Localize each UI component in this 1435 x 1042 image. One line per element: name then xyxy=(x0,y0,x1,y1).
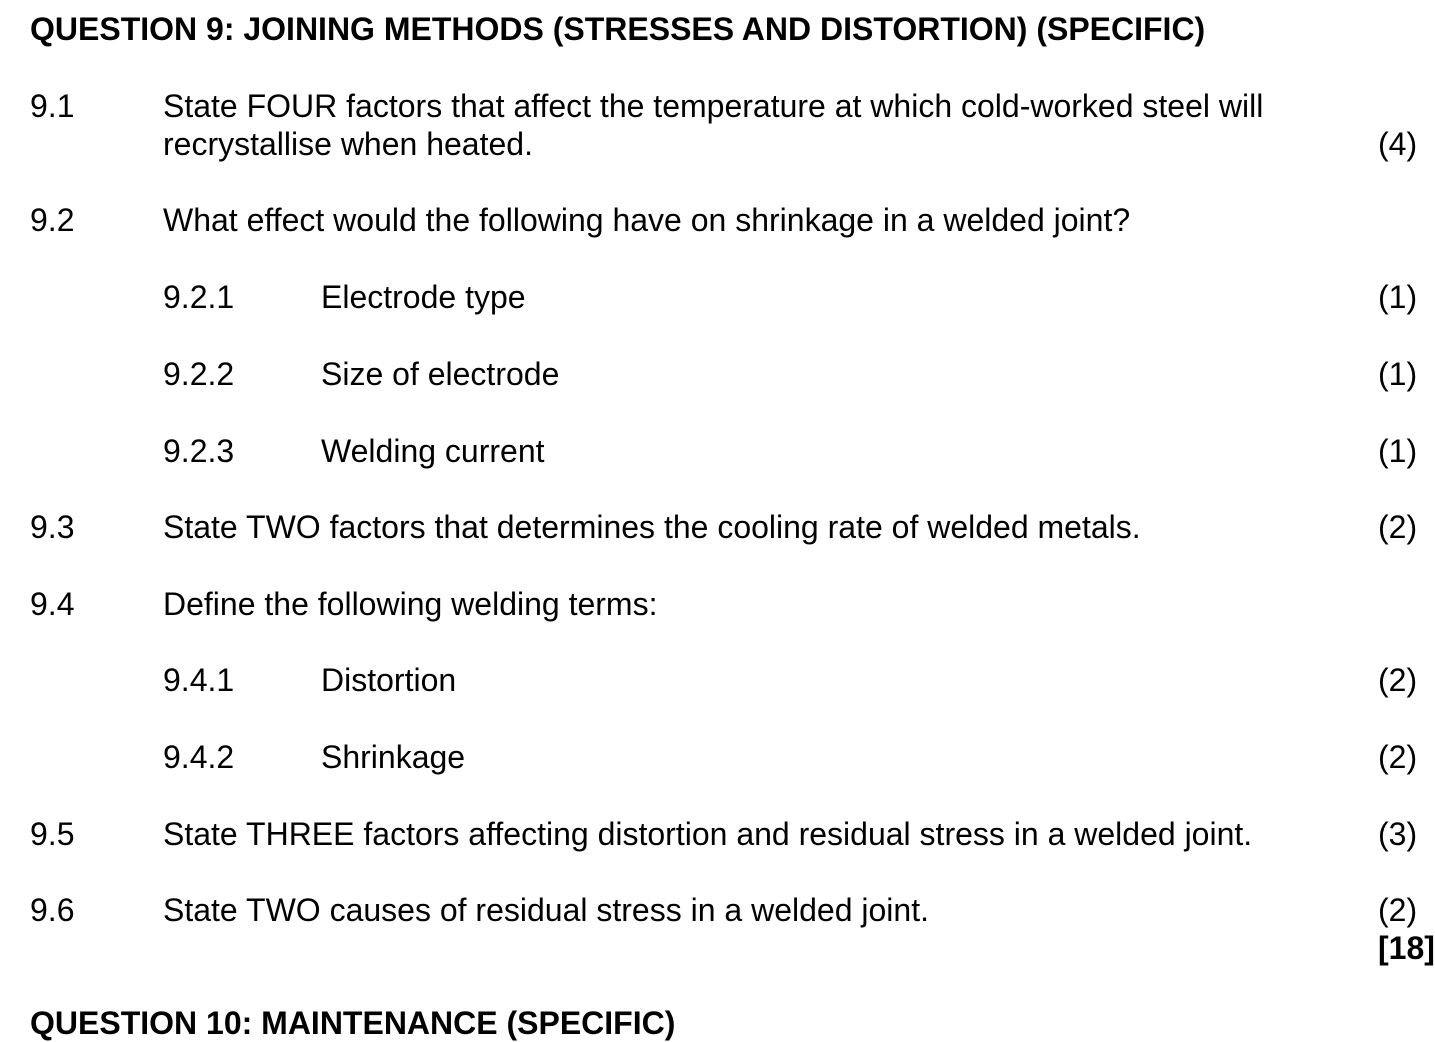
subitem-number: 9.2.3 xyxy=(163,433,235,469)
item-marks: (2) xyxy=(1378,739,1418,775)
item-text: What effect would the following have on shrinkage in a welded joint? xyxy=(163,202,1131,238)
item-marks: (1) xyxy=(1378,279,1418,315)
item-number: 9.4 xyxy=(30,586,75,622)
item-text: State THREE factors affecting distortion and residual stress in a welded joint. xyxy=(163,816,1253,852)
item-text: recrystallise when heated. xyxy=(163,126,533,162)
item-text: State FOUR factors that affect the temperature at which cold-worked steel will xyxy=(163,88,1264,124)
subitem-text: Distortion xyxy=(321,662,457,698)
item-number: 9.3 xyxy=(30,509,75,545)
question-10-heading: QUESTION 10: MAINTENANCE (SPECIFIC) xyxy=(30,1005,676,1041)
item-marks: (1) xyxy=(1378,433,1418,469)
item-marks: (3) xyxy=(1378,816,1418,852)
item-marks: (2) xyxy=(1378,509,1418,545)
item-number: 9.6 xyxy=(30,892,75,928)
item-text: State TWO causes of residual stress in a welded joint. xyxy=(163,892,929,928)
item-marks: (4) xyxy=(1378,126,1418,162)
subitem-text: Welding current xyxy=(321,433,545,469)
item-marks: (1) xyxy=(1378,356,1418,392)
question-total: [18] xyxy=(1378,930,1435,966)
subitem-text: Size of electrode xyxy=(321,356,560,392)
subitem-text: Shrinkage xyxy=(321,739,466,775)
subitem-text: Electrode type xyxy=(321,279,526,315)
item-number: 9.5 xyxy=(30,816,75,852)
subitem-number: 9.4.1 xyxy=(163,662,235,698)
item-marks: (2) xyxy=(1378,662,1418,698)
subitem-number: 9.2.1 xyxy=(163,279,235,315)
item-number: 9.2 xyxy=(30,202,75,238)
subitem-number: 9.2.2 xyxy=(163,356,235,392)
item-number: 9.1 xyxy=(30,88,75,124)
item-text: State TWO factors that determines the cooling rate of welded metals. xyxy=(163,509,1141,545)
item-marks: (2) xyxy=(1378,892,1418,928)
subitem-number: 9.4.2 xyxy=(163,739,235,775)
question-9-heading: QUESTION 9: JOINING METHODS (STRESSES AND DISTORTION) (SPECIFIC) xyxy=(30,11,1206,47)
item-text: Define the following welding terms: xyxy=(163,586,658,622)
